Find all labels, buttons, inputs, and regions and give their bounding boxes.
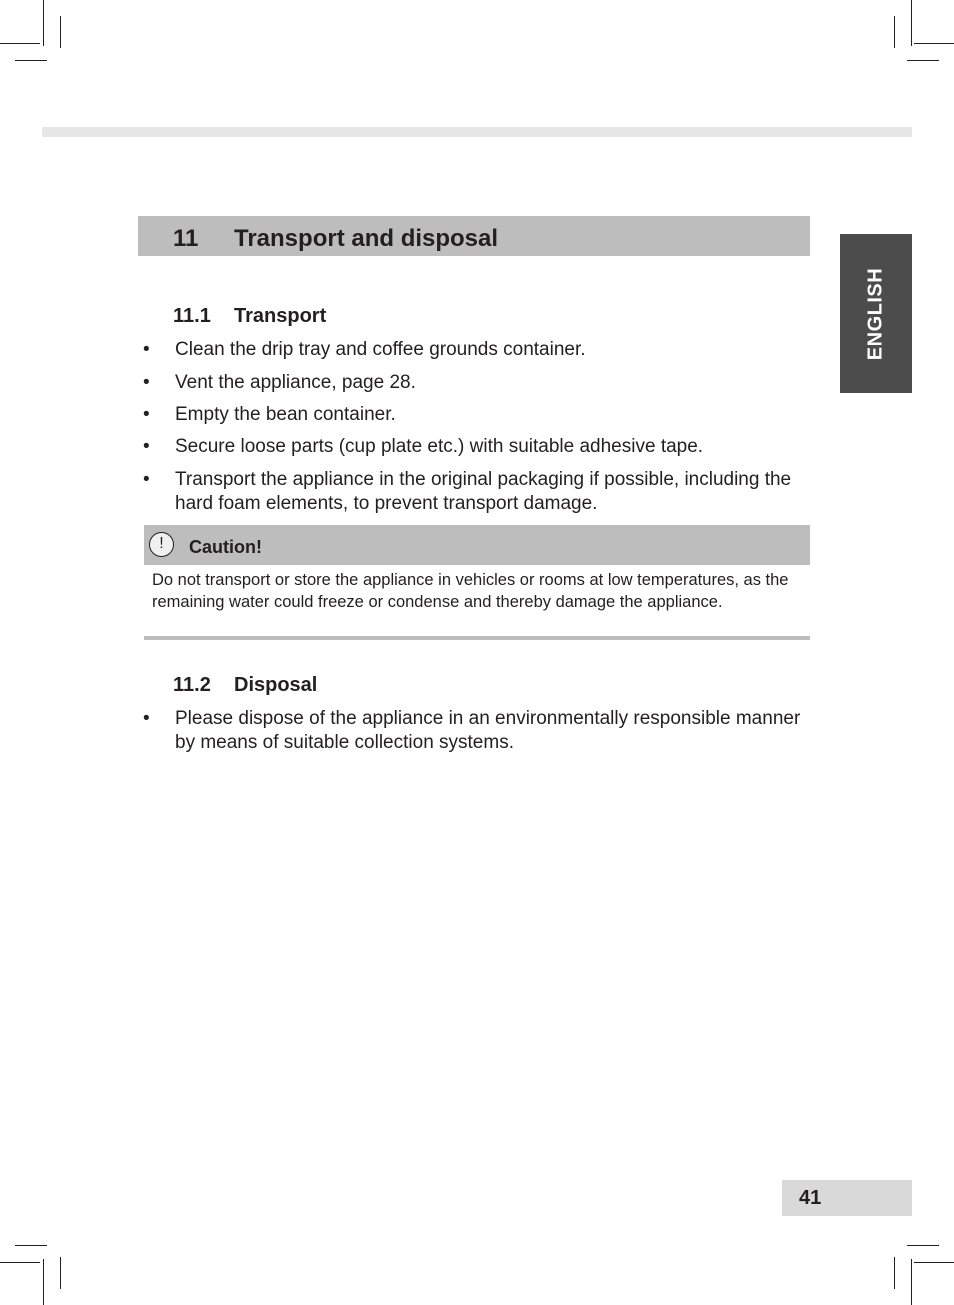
crop-mark xyxy=(894,16,895,48)
list-item xyxy=(143,403,803,427)
crop-mark xyxy=(15,1245,47,1246)
list-item xyxy=(143,371,803,395)
header-rule xyxy=(42,127,912,137)
list-item-text: Clean the drip tray and coffee grounds container. xyxy=(175,339,586,360)
crop-mark xyxy=(911,1259,912,1305)
chapter-number: 11 xyxy=(173,225,199,252)
crop-mark xyxy=(0,43,40,44)
caution-label: Caution! xyxy=(189,537,262,557)
page-number: 41 xyxy=(799,1187,822,1209)
bullet-icon: • xyxy=(143,708,150,729)
crop-mark xyxy=(43,0,44,46)
language-tab xyxy=(840,234,912,393)
bullet-icon: • xyxy=(143,436,150,457)
bullet-icon: • xyxy=(143,404,150,425)
bullet-icon: • xyxy=(143,339,150,360)
bullet-icon: • xyxy=(143,372,150,393)
crop-mark xyxy=(907,60,939,61)
caution-text: Do not transport or store the appliance in vehicles or rooms at low temperatures, as the remaining water could freeze or condense and thereby damage the appliance. xyxy=(152,571,789,611)
section-number: 11.2 xyxy=(173,674,211,696)
section-heading-transport xyxy=(173,305,326,328)
bullet-icon: • xyxy=(143,469,150,490)
caution-divider xyxy=(144,636,810,640)
list-item xyxy=(143,468,803,516)
list-item-text: Vent the appliance, page 28. xyxy=(175,372,416,393)
list-item-text: Transport the appliance in the original packaging if possible, including the hard foam elements, to prevent transport damage. xyxy=(175,469,792,514)
chapter-title: Transport and disposal xyxy=(234,225,499,252)
crop-mark xyxy=(60,16,61,48)
list-item xyxy=(143,707,803,755)
crop-mark xyxy=(0,1262,40,1263)
crop-mark xyxy=(911,0,912,46)
list-item xyxy=(143,338,803,362)
page-number-box xyxy=(782,1180,912,1216)
crop-mark xyxy=(60,1257,61,1289)
section-heading-disposal xyxy=(173,674,317,697)
crop-mark xyxy=(894,1257,895,1289)
crop-mark xyxy=(15,60,47,61)
crop-mark xyxy=(914,1262,954,1263)
list-item-text: Secure loose parts (cup plate etc.) with suitable adhesive tape. xyxy=(175,436,704,457)
section-title: Disposal xyxy=(234,674,318,696)
chapter-heading xyxy=(138,216,810,256)
list-item-text: Please dispose of the appliance in an environmentally responsible manner by means of suitable collection systems. xyxy=(175,708,801,753)
list-item-text: Empty the bean container. xyxy=(175,404,396,425)
caution-header xyxy=(144,525,810,565)
section-number: 11.1 xyxy=(173,305,211,327)
list-item xyxy=(143,435,803,459)
section-title: Transport xyxy=(234,305,327,327)
crop-mark xyxy=(907,1245,939,1246)
language-tab-label: ENGLISH xyxy=(864,267,887,360)
crop-mark xyxy=(914,43,954,44)
crop-mark xyxy=(43,1259,44,1305)
exclamation-icon: ! xyxy=(149,532,174,557)
